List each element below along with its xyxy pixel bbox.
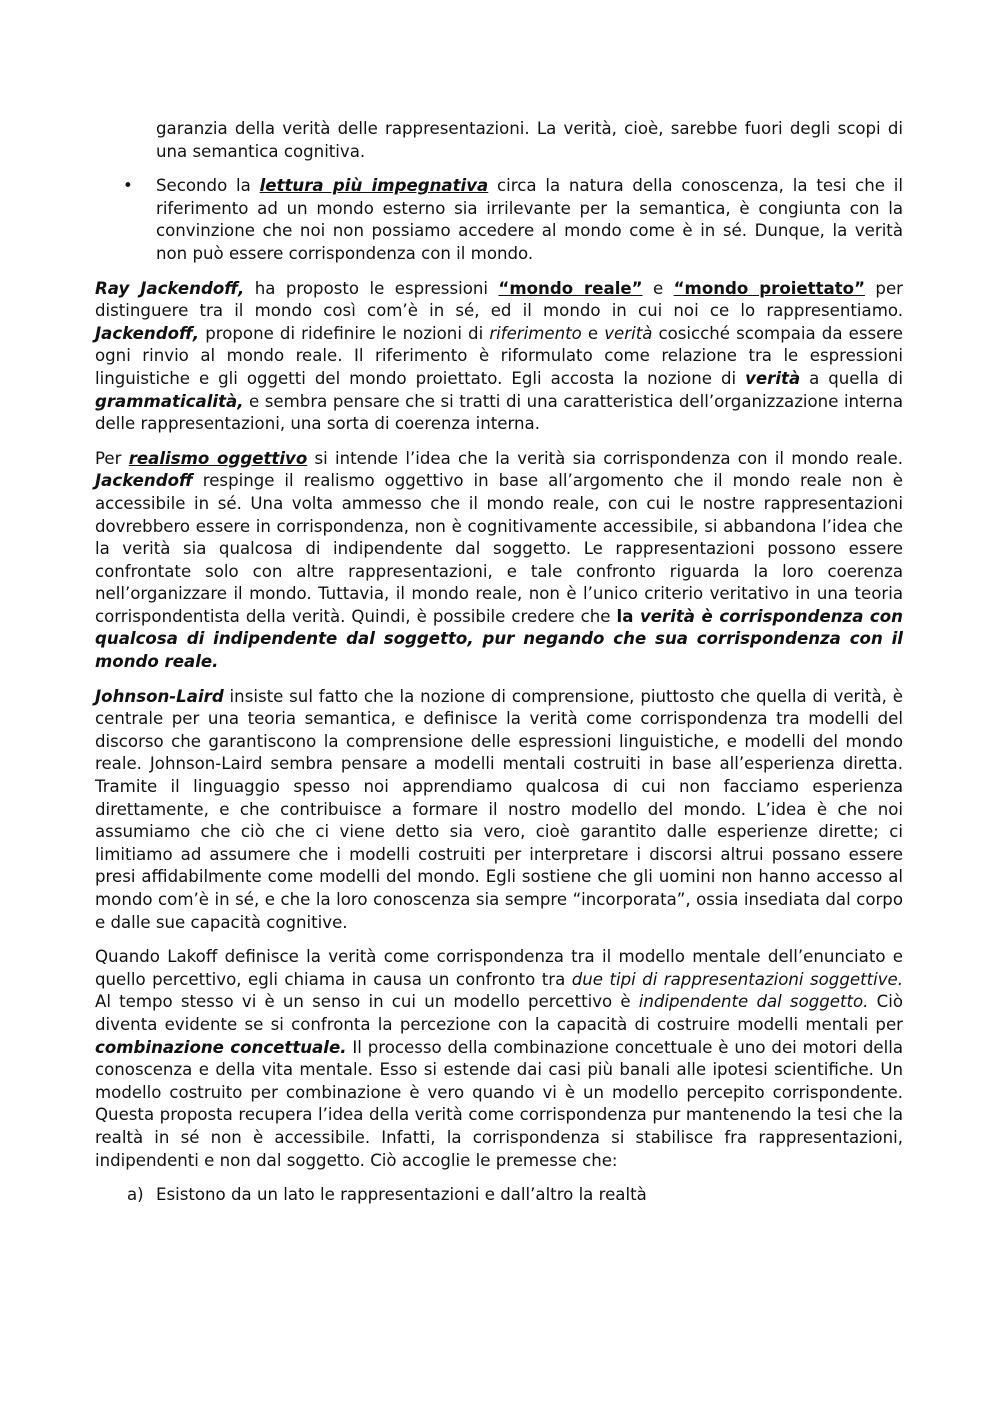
list-marker: a) [127, 1185, 144, 1205]
bold-italic-conclusion: verità è corrispondenza con qualcosa di indipendente dal soggetto, pur negando che sua corrispondenza con il mondo reale. [95, 606, 903, 672]
term-combinazione-concettuale: combinazione concettuale. [95, 1037, 347, 1057]
text-run: e sembra pensare che si tratti di una caratteristica dell’organizzazione interna delle rappresentazioni, una sorta di coerenza interna. [95, 391, 903, 434]
term-verita: verità [604, 323, 653, 343]
italic-run: indipendente dal soggetto. [638, 992, 869, 1012]
term-realismo-oggettivo: realismo oggettivo [128, 448, 308, 468]
paragraph-johnson-laird [95, 686, 903, 935]
name-johnson-laird: Johnson-Laird [95, 686, 224, 706]
lettered-list-item [127, 1184, 903, 1207]
text-run: propone di ridefinire le nozioni di [199, 323, 490, 343]
paragraph-lakoff [95, 946, 903, 1172]
text-run: insiste sul fatto che la nozione di comprensione, piuttosto che quella di verità, è centrale per una teoria semantica, e definisce la verità come corrispondenza tra modelli del discorso che garantiscono la comprensione delle espressioni linguistiche, e modelli del mondo reale. Johnson-Laird sembra pensare a modelli mentali costruiti in base all’esperienza diretta. Tramite il linguaggio spesso noi apprendiamo qualcosa di cui non facciamo esperienza direttamente, e che contribuisce a formare il nostro modello del mondo. L’idea è che noi assumiamo che ciò che ci viene detto sia vero, cioè garantito dalle esperienze dirette; ci limitiamo ad assumere che i modelli costruiti per interpretare i discorsi altrui possano essere presi affidabilmente come modelli del mondo. Egli sostiene che gli uomini non hanno accesso al mondo com’è in sé, e che la loro conoscenza sia sempre “incorporata”, ossia insediata dal corpo e dalle sue capacità cognitive. [95, 686, 903, 932]
text-run: ha proposto le espressioni [244, 278, 499, 298]
text-run: respinge il realismo oggettivo in base all’argomento che il mondo reale non è accessibile in sé. Una volta ammesso che il mondo reale, con cui le nostre rappresentazioni dovrebbero essere in corrispondenza, non è cognitivamente accessibile, si abbandona l’idea che la verità sia qualcosa di indipendente dal soggetto. Le rappresentazioni possono essere confrontate solo con altre rappresentazioni, e tale confronto riguarda la loro coerenza nell’organizzare il mondo. Tuttavia, il mondo reale, non è l’unico criterio veritativo in una teoria corrispondentista della verità. Quindi, è possibile credere che [95, 471, 903, 626]
bullet-item [95, 175, 903, 265]
text-run: si intende l’idea che la verità sia corrispondenza con il mondo reale. [307, 448, 903, 468]
text-run: a quella di [800, 368, 903, 388]
text-run: Secondo la [156, 176, 260, 196]
name-jackendoff: Jackendoff, [95, 323, 200, 343]
name-ray-jackendoff: Ray Jackendoff, [95, 278, 245, 298]
text-run: e [581, 323, 605, 343]
text-run: Al tempo stesso vi è un senso in cui un modello percettivo è [95, 992, 639, 1012]
paragraph-realismo [95, 448, 903, 674]
paragraph-jackendoff [95, 278, 903, 436]
bold-run: la [616, 606, 640, 626]
term-verita-bold: verità [745, 368, 801, 388]
continued-bullet-text: garanzia della verità delle rappresentazioni. La verità, cioè, sarebbe fuori degli scopi di una semantica cognitiva. [156, 119, 903, 161]
term-mondo-proiettato: “mondo proiettato” [673, 278, 865, 298]
text-run: Per [95, 448, 129, 468]
text-run: e [642, 278, 674, 298]
text-run: circa la natura della conoscenza, la tesi che il riferimento ad un mondo esterno sia irrilevante per la semantica, è congiunta con la convinzione che noi non possiamo accedere al mondo come è in sé. Dunque, la verità non può essere corrispondenza con il mondo. [156, 176, 903, 263]
bullet-list [95, 175, 903, 265]
name-jackendoff: Jackendoff [95, 471, 193, 491]
text-run: Il processo della combinazione concettuale è uno dei motori della conoscenza e della vita mentale. Esso si estende dai casi più banali alle ipotesi scientifiche. Un modello costruito per combinazione è vero quando vi è un modello percepito corrispondente. Questa proposta recupera l’idea della verità come corrispondenza pur mantenendo la tesi che la realtà in sé non è accessibile. Infatti, la corrispondenza si stabilisce fra rappresentazioni, indipendenti e non dal soggetto. Ciò accoglie le premesse che: [95, 1037, 903, 1170]
italic-run: due tipi di rappresentazioni soggettive. [571, 969, 904, 989]
text-run: cosicché scompaia da essere ogni rinvio al mondo reale. Il riferimento è riformulato come relazione tra le espressioni linguistiche e gli oggetti del mondo proiettato. Egli accosta la nozione di [95, 323, 903, 388]
text-run: Ciò diventa evidente se si confronta la percezione con la capacità di costruire modelli mentali per [95, 992, 903, 1034]
term-grammaticalita: grammaticalità, [95, 391, 244, 411]
document-page [95, 118, 903, 1207]
emphasis-lettura: lettura più impegnativa [259, 176, 489, 196]
list-item-text: Esistono da un lato le rappresentazioni e dall’altro la realtà [156, 1185, 647, 1205]
term-mondo-reale: “mondo reale” [498, 278, 643, 298]
term-riferimento: riferimento [489, 323, 582, 343]
text-run: per distinguere tra il mondo così com’è in sé, ed il mondo in cui noi ce lo rappresentiamo. [95, 278, 903, 321]
text-run: Quando Lakoff definisce la verità come corrispondenza tra il modello mentale dell’enunciato e quello percettivo, egli chiama in causa un confronto tra [95, 947, 903, 989]
